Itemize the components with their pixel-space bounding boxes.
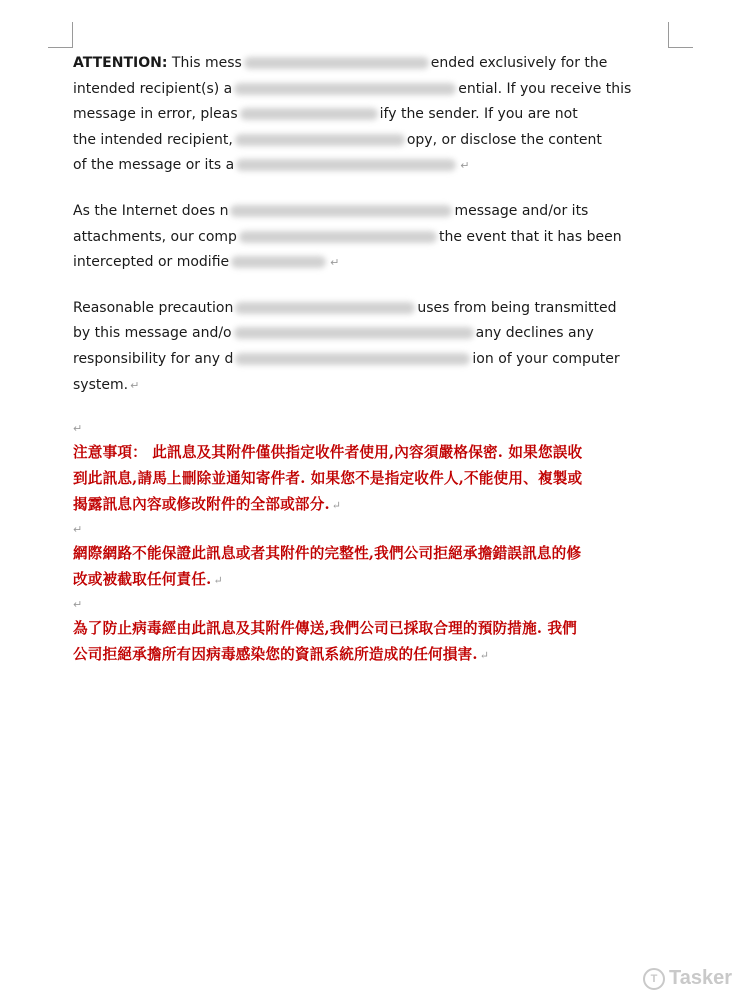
redacted-text — [240, 108, 378, 120]
chinese-paragraph-internet: 網際網路不能保證此訊息或者其附件的完整性,我們公司拒絕承擔錯誤訊息的修 改或被截取任何責任. ↵ — [73, 545, 582, 589]
margin-corner-top-left — [48, 47, 73, 48]
document-page[interactable] — [73, 51, 673, 669]
chinese-paragraph-virus: 為了防止病毒經由此訊息及其附件傳送,我們公司已採取合理的預防措施. 我們 公司拒絕承擔所有因病毒感染您的資訊系統所造成的任何損害. ↵ — [73, 620, 578, 664]
empty-paragraph: ↵ — [73, 523, 83, 537]
paragraph-mark: ↵ — [213, 574, 223, 588]
tasker-watermark — [643, 967, 732, 990]
empty-paragraph: ↵ — [73, 598, 83, 612]
margin-corner-top-left-vertical — [72, 22, 73, 48]
watermark-text: Tasker — [668, 967, 732, 989]
margin-corner-top-right-vertical — [668, 22, 669, 48]
redacted-text — [231, 256, 326, 268]
paragraph-mark: ↵ — [460, 159, 470, 173]
empty-paragraph: ↵ — [73, 422, 83, 436]
redacted-text — [236, 159, 456, 171]
english-paragraph-attention: ATTENTION: This mess ended exclusively for the intended recipient(s) a ential. If you receive this message in error, pleas ify the sender. If you are not the intended recipient, opy, or disclose the content of the message or its a ↵ — [73, 55, 632, 174]
english-paragraph-virus: Reasonable precaution uses from being transmitted by this message and/o any declines any responsibility for any d ion of your computer system. ↵ — [73, 299, 620, 393]
redacted-text — [230, 205, 452, 217]
redacted-text — [235, 134, 405, 146]
redacted-text — [234, 327, 474, 339]
redacted-text — [235, 302, 415, 314]
margin-corner-top-right — [668, 47, 693, 48]
english-paragraph-internet: As the Internet does n message and/or its attachments, our comp the event that it has been intercepted or modifie ↵ — [73, 202, 622, 271]
paragraph-mark: ↵ — [130, 378, 140, 392]
redacted-text — [234, 83, 456, 95]
chinese-paragraph-attention: 注意事項： 此訊息及其附件僅供指定收件者使用,內容須嚴格保密. 如果您誤收 到此訊息,請馬上刪除並通知寄件者. 如果您不是指定收件人,不能使用、複製或 揭露訊息內容或修改附件的全部或部分. ↵ — [73, 444, 583, 514]
redacted-text — [244, 57, 429, 69]
paragraph-mark: ↵ — [330, 256, 340, 270]
tasker-logo-icon: T — [643, 968, 665, 990]
attention-label: ATTENTION: — [73, 55, 168, 71]
redacted-text — [239, 231, 437, 243]
redacted-text — [235, 353, 470, 365]
paragraph-mark: ↵ — [479, 649, 490, 663]
paragraph-mark: ↵ — [331, 499, 342, 513]
